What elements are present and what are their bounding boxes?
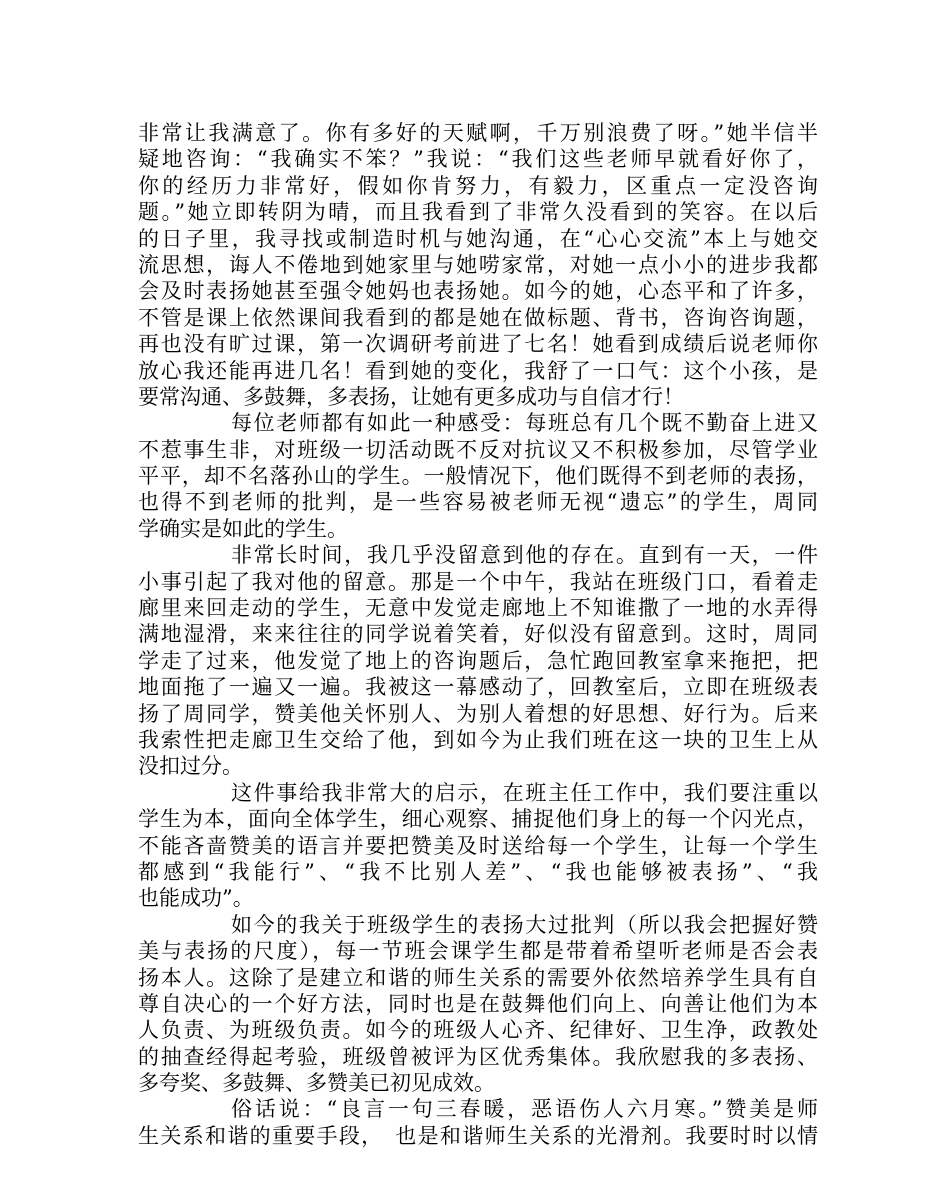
text-line: 要常沟通、多鼓舞，多表扬，让她有更多成功与自信才行！ (138, 384, 684, 409)
text-line: 学生为本，面向全体学生，细心观察、捕捉他们身上的每一个闪光点， (138, 807, 818, 832)
text-line: 也得不到老师的批判，是一些容易被老师无视“遗忘”的学生，周同 (138, 490, 818, 515)
paragraph (138, 912, 818, 1097)
text-line: 非常让我满意了。你有多好的天赋啊，千万别浪费了呀。”她半信半 (138, 121, 818, 145)
paragraph (138, 410, 818, 542)
paragraph (138, 542, 818, 780)
text-line: 会及时表扬她甚至强令她妈也表扬她。如今的她，心态平和了许多， (138, 279, 818, 304)
text-line: 不管是课上依然课间我看到的都是她在做标题、背书，咨询咨询题， (138, 305, 818, 330)
text-line: 也能成功”。 (138, 886, 254, 911)
text-line: 小事引起了我对他的留意。那是一个中午，我站在班级门口，看着走 (138, 569, 818, 594)
text-line: 学走了过来，他发觉了地上的咨询题后，急忙跑回教室拿来拖把，把 (138, 648, 818, 673)
text-line: 这件事给我非常大的启示，在班主任工作中，我们要注重以 (231, 780, 818, 805)
text-line: 你的经历力非常好，假如你肯努力，有毅力，区重点一定没咨询 (138, 173, 818, 198)
text-line: 再也没有旷过课，第一次调研考前进了七名！她看到成绩后说老师你 (138, 332, 818, 357)
text-line: 尊自决心的一个好方法，同时也是在鼓舞他们向上、向善让他们为本 (138, 991, 818, 1016)
text-line: 不惹事生非，对班级一切活动既不反对抗议又不积极参加，尽管学业 (138, 437, 818, 462)
text-line: 的抽查经得起考验，班级曾被评为区优秀集体。我欣慰我的多表扬、 (138, 1044, 818, 1069)
text-line: 疑地咨询：“我确实不笨？”我说：“我们这些老师早就看好你了， (138, 147, 818, 172)
text-line: 的日子里，我寻找或制造时机与她沟通，在“心心交流”本上与她交 (138, 226, 818, 251)
text-line: 人负责、为班级负责。如今的班级人心齐、纪律好、卫生净，政教处 (138, 1018, 818, 1043)
text-line: 生关系和谐的重要手段， 也是和谐师生关系的光滑剂。我要时时以情 (138, 1123, 818, 1148)
text-line: 扬本人。这除了是建立和谐的师生关系的需要外依然培养学生具有自 (138, 965, 818, 990)
text-line: 廊里来回走动的学生，无意中发觉走廊地上不知谁撒了一地的水弄得 (138, 596, 818, 621)
text-line: 俗话说：“良言一句三春暖，恶语伤人六月寒。”赞美是师 (231, 1097, 818, 1122)
text-line: 没扣过分。 (138, 754, 243, 779)
text-line: 放心我还能再进几名！看到她的变化，我舒了一口气：这个小孩，是 (138, 358, 818, 383)
text-line: 如今的我关于班级学生的表扬大过批判（所以我会把握好赞 (231, 912, 818, 937)
text-line: 非常长时间，我几乎没留意到他的存在。直到有一天，一件 (231, 543, 818, 568)
text-line: 平平，却不名落孙山的学生。一般情况下，他们既得不到老师的表扬， (138, 464, 818, 489)
body-text (138, 120, 818, 1149)
text-line: 题。”她立即转阴为晴，而且我看到了非常久没看到的笑容。在以后 (138, 200, 818, 225)
text-line: 不能吝啬赞美的语言并要把赞美及时送给每一个学生，让每一个学生 (138, 833, 818, 858)
text-line: 地面拖了一遍又一遍。我被这一幕感动了，回教室后，立即在班级表 (138, 675, 818, 700)
text-line: 美与表扬的尺度），每一节班会课学生都是带着希望听老师是否会表 (138, 939, 818, 964)
text-line: 学确实是如此的学生。 (138, 516, 348, 541)
text-line: 我索性把走廊卫生交给了他，到如今为止我们班在这一块的卫生上从 (138, 727, 818, 752)
text-line: 满地湿滑，来来往往的同学说着笑着，好似没有留意到。这时，周同 (138, 622, 818, 647)
text-line: 都感到“我能行”、“我不比别人差”、“我也能够被表扬”、“我 (138, 859, 818, 884)
paragraph (138, 120, 818, 410)
text-line: 流思想，诲人不倦地到她家里与她唠家常，对她一点小小的进步我都 (138, 252, 818, 277)
text-line: 扬了周同学，赞美他关怀别人、为别人着想的好思想、好行为。后来 (138, 701, 818, 726)
text-line: 多夸奖、多鼓舞、多赞美已初见成效。 (138, 1071, 495, 1096)
paragraph (138, 780, 818, 912)
paragraph (138, 1096, 818, 1149)
text-line: 每位老师都有如此一种感受：每班总有几个既不勤奋上进又 (231, 411, 818, 436)
